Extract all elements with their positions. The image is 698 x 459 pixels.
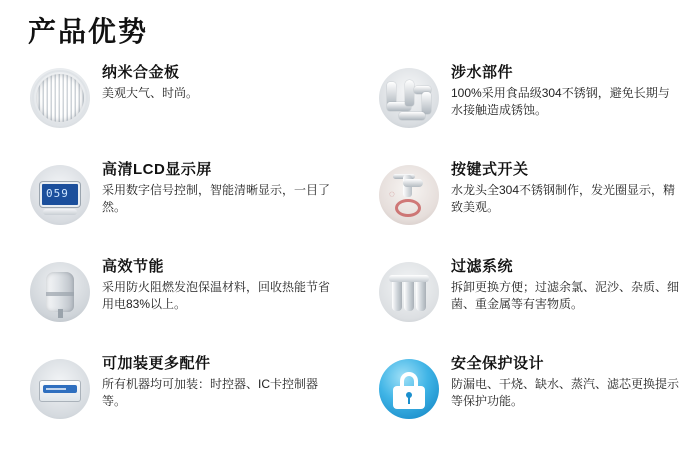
feature-text — [451, 159, 679, 216]
feature-title: 高效节能 — [102, 258, 165, 275]
feature-description: 防漏电、干烧、缺水、蒸汽、滤芯更换提示等保护功能。 — [451, 377, 680, 408]
safety-lock-icon — [379, 359, 439, 419]
feature-description: 采用数字信号控制，智能清晰显示，一目了然。 — [102, 183, 331, 214]
feature-description: 采用防火阻燃发泡保温材料，回收热能节省用电83%以上。 — [102, 280, 331, 311]
feature-item — [0, 159, 349, 256]
feature-title: 可加装更多配件 — [102, 355, 211, 372]
feature-title: 按键式开关 — [451, 161, 529, 178]
feature-description: 100%采用食品级304不锈钢，避免长期与水接触造成锈蚀。 — [451, 86, 670, 117]
water-parts-pipes-icon — [379, 68, 439, 128]
feature-description: 美观大气、时尚。 — [102, 86, 199, 100]
feature-item — [0, 353, 349, 450]
filter-system-icon — [379, 262, 439, 322]
feature-text — [102, 256, 330, 313]
feature-item — [349, 159, 698, 256]
feature-description: 水龙头全304不锈钢制作，发光圈显示，精致美观。 — [451, 183, 676, 214]
feature-title: 过滤系统 — [451, 258, 514, 275]
features-grid — [0, 62, 698, 450]
feature-title: 高清LCD显示屏 — [102, 161, 212, 178]
feature-text — [102, 353, 330, 410]
feature-title: 安全保护设计 — [451, 355, 545, 372]
feature-title: 纳米合金板 — [102, 64, 180, 81]
card-controller-icon — [30, 359, 90, 419]
water-heater-tank-icon — [30, 262, 90, 322]
feature-title: 涉水部件 — [451, 64, 514, 81]
feature-item — [0, 256, 349, 353]
feature-description: 拆卸更换方便；过滤余氯、泥沙、杂质、细菌、重金属等有害物质。 — [451, 280, 680, 311]
page-title: 产品优势 — [28, 16, 149, 47]
nano-alloy-plate-icon — [30, 68, 90, 128]
faucet-switch-icon: ◌ — [379, 165, 439, 225]
feature-item — [349, 256, 698, 353]
feature-text — [102, 159, 330, 216]
feature-description: 所有机器均可加装：时控器、IC卡控制器等。 — [102, 377, 319, 408]
feature-text — [451, 256, 679, 313]
feature-text — [451, 353, 679, 410]
feature-item — [349, 62, 698, 159]
feature-item — [0, 62, 349, 159]
lcd-display-icon: 059 — [30, 165, 90, 225]
feature-item — [349, 353, 698, 450]
feature-text — [102, 62, 198, 102]
feature-text — [451, 62, 679, 119]
